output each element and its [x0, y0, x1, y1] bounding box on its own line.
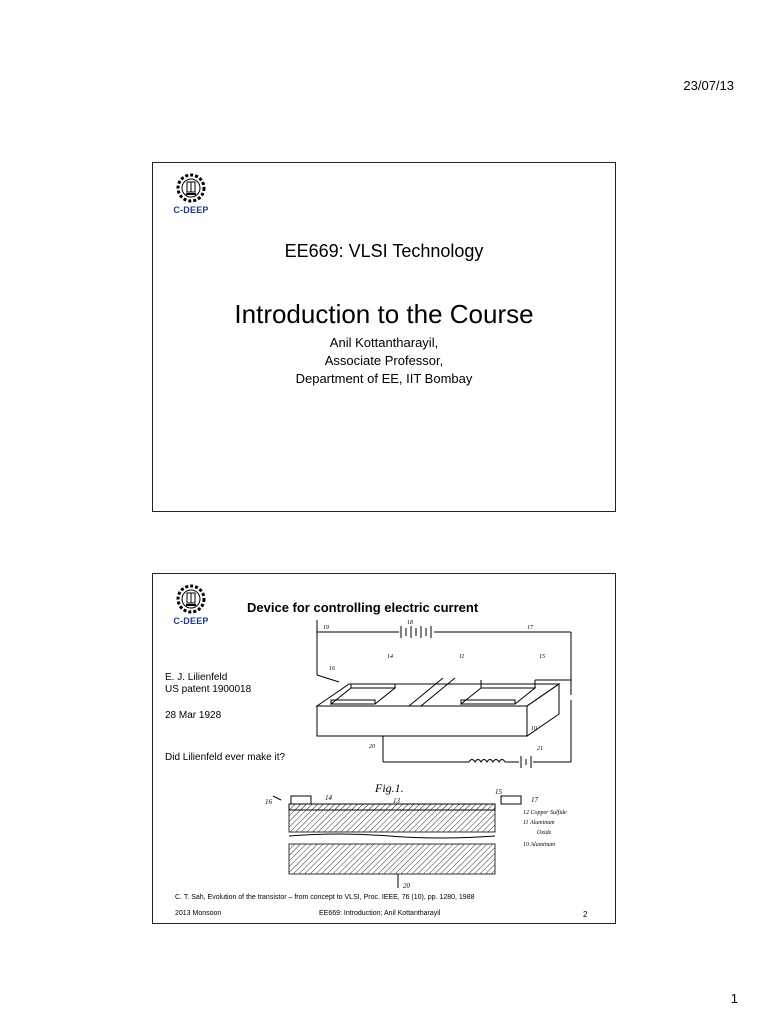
patent-figure-bottom	[253, 778, 593, 892]
inventor: E. J. Lilienfeld	[165, 672, 228, 683]
logo	[167, 582, 215, 626]
footer-left: 2013 Monsoon	[175, 910, 222, 917]
logo-text: C-DEEP	[173, 616, 209, 626]
figure-label: 15	[495, 788, 502, 796]
figure-label: 11	[459, 654, 465, 660]
layer-label: 10 Aluminum	[523, 842, 556, 848]
figure-label: 18	[407, 620, 413, 626]
figure-label: 19	[323, 625, 329, 631]
logo	[167, 171, 215, 215]
figure-caption: Fig.1.	[375, 781, 404, 795]
footer-center: EE669: Introduction; Anil Kottantharayil	[319, 910, 441, 917]
slide-1	[152, 162, 616, 512]
institute-emblem-icon	[173, 171, 209, 205]
figure-label: 21	[537, 746, 543, 752]
figure-label: 13	[393, 797, 400, 805]
slide-title: Device for controlling electric current	[247, 600, 479, 615]
position: Associate Professor,	[324, 353, 444, 368]
department: Department of EE, IIT Bombay	[295, 371, 473, 386]
layer-label: 12 Copper Sulfide	[523, 810, 567, 816]
author: Anil Kottantharayil,	[329, 335, 439, 350]
patent-date: 28 Mar 1928	[165, 710, 222, 721]
figure-label: 16	[329, 666, 335, 672]
figure-label: 15	[539, 654, 545, 660]
layer-label: Oxide	[537, 830, 552, 836]
figure-label: 17	[527, 625, 533, 631]
patent-number: US patent 1900018	[165, 684, 252, 695]
patent-figure-top	[309, 620, 579, 778]
figure-label: 17	[531, 796, 538, 804]
figure-label: 14	[387, 654, 393, 660]
date: 23/07/13	[683, 78, 734, 93]
page-number: 1	[730, 991, 738, 1006]
figure-label: 20	[403, 882, 410, 890]
course-code: EE669: VLSI Technology	[284, 241, 484, 261]
figure-label: 10	[531, 726, 537, 732]
logo-text: C-DEEP	[173, 205, 209, 215]
slide-2	[152, 573, 616, 924]
slide-title: Introduction to the Course	[234, 299, 534, 329]
figure-label: 14	[325, 794, 332, 802]
institute-emblem-icon	[173, 582, 209, 616]
question: Did Lilienfeld ever make it?	[165, 752, 286, 763]
slide-number: 2	[583, 910, 588, 919]
layer-label: 11 Aluminum	[523, 820, 555, 826]
reference: C. T. Sah, Evolution of the transistor – from concept to VLSI, Proc. IEEE, 76 (10), pp. 1280, 1988	[175, 894, 475, 901]
figure-label: 20	[369, 744, 375, 750]
figure-label: 16	[265, 798, 272, 806]
